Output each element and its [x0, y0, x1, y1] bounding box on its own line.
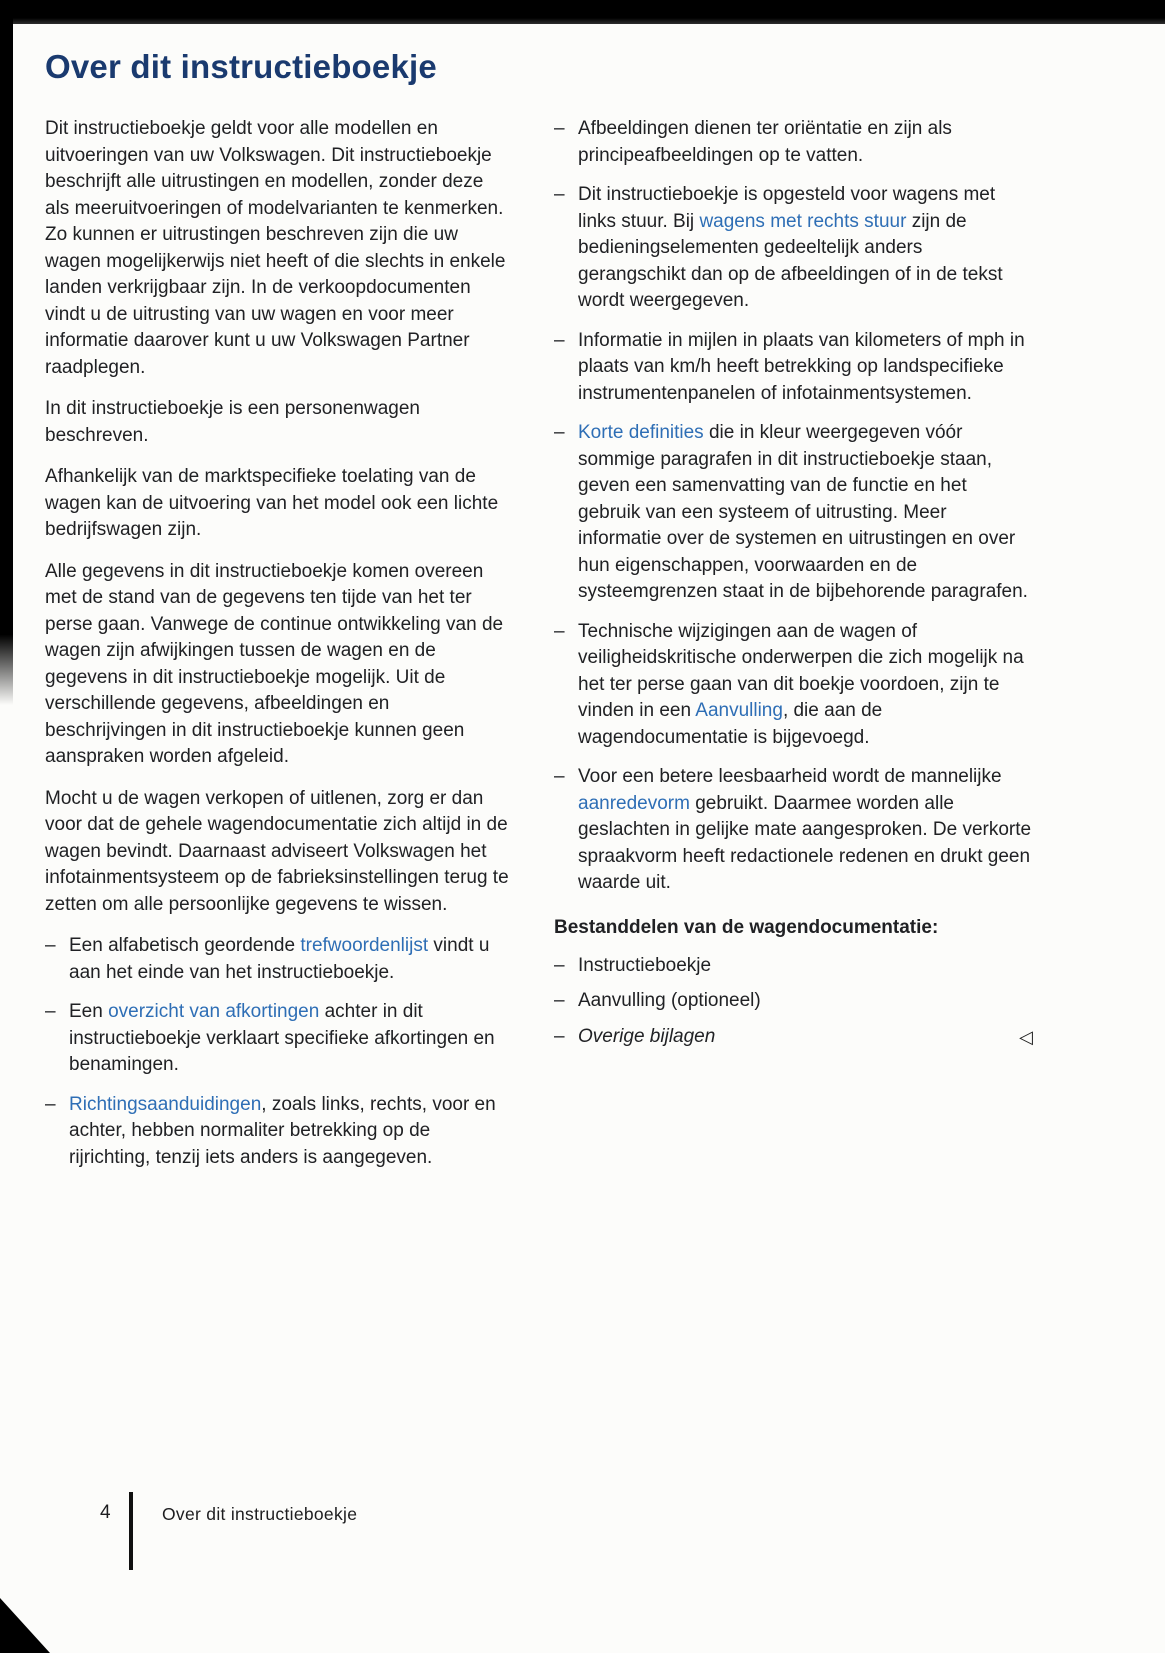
list-item	[554, 619, 1033, 752]
bullet-text: gebruikt. Daarmee worden alle geslachten in gelijke mate aangesproken. De verkorte spraakvorm heeft redactionele redenen en drukt geen waarde uit.	[578, 792, 1032, 893]
bullet-text: die in kleur weergegeven vóór sommige paragrafen in dit instructieboekje staan, geven een samenvatting van de functie en het gebruik van een systeem of uitrusting. Meer informatie over de systemen en uitrustingen en over hun eigenschappen, voorwaarden en de systeemgrenzen staat in de bijbehorende paragrafen.	[578, 422, 1028, 602]
cross-reference: overzicht van afkortingen	[108, 1001, 320, 1022]
doc-item-text: Overige bijlagen	[578, 1025, 716, 1047]
page-content	[45, 48, 1033, 1184]
paragraph: Dit instructieboekje geldt voor alle modellen en uitvoeringen van uw Volkswagen. Dit instructieboekje beschrijft alle uitrustingen en modellen, zonder deze als meeruitvoeringen of modelvarianten te kenmerken. Zo kunnen er uitrustingen beschreven zijn die uw wagen mogelijkerwijs niet heeft of die slechts in enkele landen verkrijgbaar zijn. In de verkoopdocumenten vindt u de uitrusting van uw wagen en voor meer informatie daarover kunt u uw Volkswagen Partner raadplegen.	[45, 118, 506, 378]
cross-reference: aanredevorm	[578, 792, 690, 814]
page-number: 4	[100, 1502, 111, 1523]
scan-edge-left	[0, 0, 13, 705]
bullet-text: , zoals links, rechts, voor en achter, hebben normaliter betrekking op de rijrichting, tenzij iets anders is aangegeven.	[69, 1093, 496, 1168]
list-item	[45, 999, 512, 1079]
bullet-dash-icon: –	[45, 1001, 56, 1022]
scan-corner-artifact	[0, 1598, 50, 1653]
bullet-dash-icon: –	[554, 990, 565, 1011]
bullet-dash-icon: –	[554, 954, 565, 976]
scan-edge-top	[0, 0, 1165, 24]
bullet-text: Informatie in mijlen in plaats van kilometers of mph in plaats van km/h heeft betrekking op landspecifieke instrumentenpanelen of infotainmentsystemen.	[578, 329, 1025, 404]
footer-divider	[129, 1492, 133, 1570]
bullet-dash-icon: –	[554, 620, 565, 642]
list-item	[554, 182, 1033, 315]
doc-list-item	[554, 953, 1033, 980]
list-item	[554, 116, 1033, 169]
bullet-text: Dit instructieboekje is opgesteld voor wagens met links stuur. Bij	[578, 184, 996, 232]
two-column-layout	[45, 116, 1033, 1184]
section-heading: Bestanddelen van de wagendocumentatie:	[554, 916, 939, 938]
list-item	[45, 933, 512, 986]
end-of-section-marker-icon: ◁	[1019, 1026, 1033, 1047]
bullet-dash-icon: –	[554, 184, 565, 205]
paragraph: Afhankelijk van de marktspecifieke toelating van de wagen kan de uitvoering van het model ook een lichte bedrijfswagen zijn.	[45, 466, 499, 540]
bullet-text: zijn de bedieningselementen gedeeltelijk anders gerangschikt dan op de afbeeldingen of in de tekst wordt weergegeven.	[578, 210, 1003, 311]
bullet-dash-icon: –	[554, 766, 565, 787]
bullet-dash-icon: –	[554, 118, 565, 139]
right-column	[554, 116, 1033, 1059]
bullet-dash-icon: –	[45, 935, 56, 956]
bullet-text: vindt u aan het einde van het instructieboekje.	[69, 935, 490, 983]
cross-reference: trefwoordenlijst	[300, 935, 429, 956]
doc-item-text: Instructieboekje	[578, 954, 712, 976]
doc-list-item	[554, 988, 1033, 1015]
bullet-dash-icon: –	[554, 422, 565, 443]
cross-reference: Aanvulling	[695, 700, 783, 721]
bullet-text: Technische wijzigingen aan de wagen of veiligheidskritische onderwerpen die zich mogelijk na het ter perse gaan van dit boekje voordoen, zijn te vinden in een	[578, 620, 1024, 721]
bullet-dash-icon: –	[554, 1025, 565, 1047]
cross-reference: Korte definities	[578, 422, 704, 443]
list-item	[554, 420, 1033, 606]
paragraph: In dit instructieboekje is een personenwagen beschreven.	[45, 398, 420, 446]
left-column	[45, 116, 512, 1184]
bullet-text: Een	[69, 1001, 109, 1022]
paragraph: Mocht u de wagen verkopen of uitlenen, zorg er dan voor dat de gehele wagendocumentatie zich altijd in de wagen bevindt. Daarnaast adviseert Volkswagen het infotainmentsysteem op de fabrieksinstellingen terug te zetten om alle persoonlijke gegevens te wissen.	[45, 787, 509, 915]
bullet-text: Voor een betere leesbaarheid wordt de mannelijke	[578, 766, 1002, 787]
footer-chapter-title: Over dit instructieboekje	[162, 1504, 358, 1524]
bullet-text: , die aan de wagendocumentatie is bijgevoegd.	[578, 700, 883, 748]
paragraph: Alle gegevens in dit instructieboekje komen overeen met de stand van de gegevens ten tijde van het ter perse gaan. Vanwege de continue ontwikkeling van de wagen zijn afwijkingen tussen de wagen en de gegevens in dit instructieboekje mogelijk. Uit de verschillende gegevens, afbeeldingen en beschrijvingen in dit instructieboekje kunnen geen aanspraken worden afgeleid.	[45, 560, 504, 767]
doc-item-text: Aanvulling (optioneel)	[578, 990, 761, 1011]
doc-list-item	[554, 1024, 1033, 1051]
cross-reference: wagens met rechts stuur	[699, 210, 907, 232]
bullet-dash-icon: –	[554, 329, 565, 351]
bullet-text: Afbeeldingen dienen ter oriëntatie en zijn als principeafbeeldingen op te vatten.	[578, 118, 952, 166]
bullet-text: achter in dit instructieboekje verklaart specifieke afkortingen en benamingen.	[69, 1001, 495, 1075]
page-footer	[0, 1492, 1165, 1572]
bullet-text: Een alfabetisch geordende	[69, 935, 301, 956]
bullet-dash-icon: –	[45, 1093, 56, 1115]
list-item	[554, 328, 1033, 408]
list-item	[45, 1092, 512, 1172]
cross-reference: Richtingsaanduidingen	[69, 1093, 262, 1115]
page-title: Over dit instructieboekje	[45, 48, 437, 85]
list-item	[554, 764, 1033, 897]
